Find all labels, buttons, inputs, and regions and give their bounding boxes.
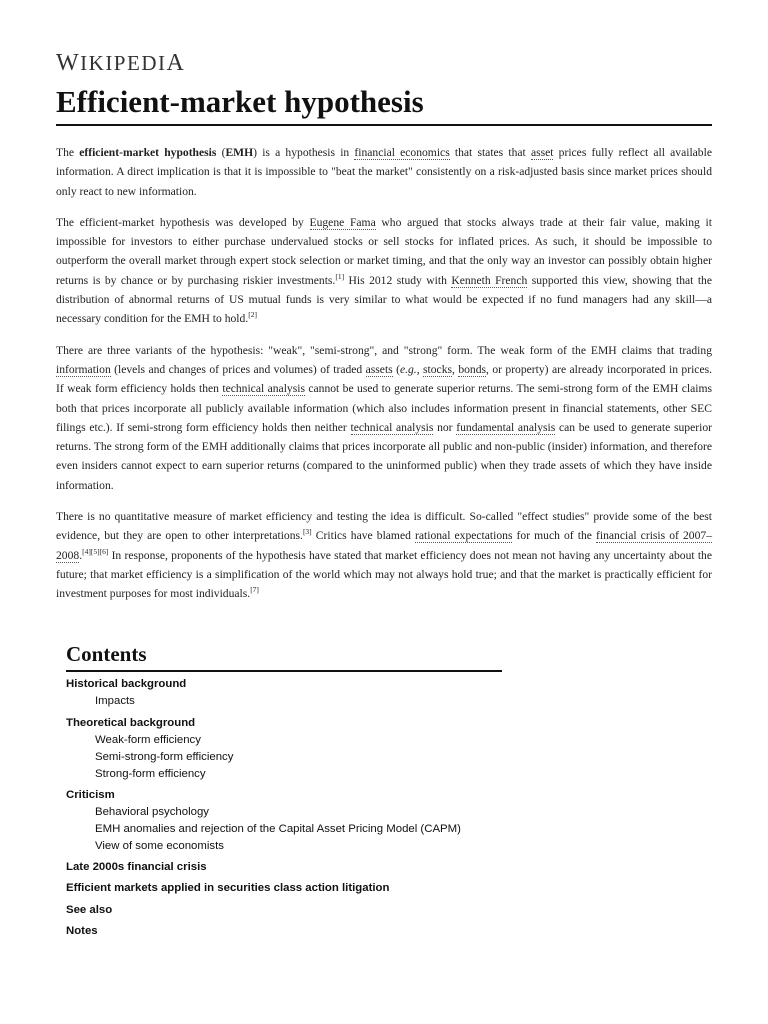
paragraph-4: There is no quantitative measure of market efficiency and testing the idea is difficult. So-called "effect studies" provide some of the best evidence, but they are open to other interpretations.[3] Critics have blamed rational expectations for much of the financial crisis of 2007–2008.[4][5][6] In response, proponents of the hypothesis have stated that market efficiency does not mean not having any uncertainty about the future; that market efficiency is a simplification of the world which may not always hold true; and that the market is practically efficient for investment purposes for most individuals.[7] [56, 510, 712, 601]
citation-1[interactable]: [1] [335, 271, 345, 281]
toc-item-historical-background[interactable]: Historical background [66, 678, 187, 691]
link-assets[interactable]: assets [365, 362, 393, 376]
citation-2[interactable]: [2] [248, 310, 257, 320]
link-stocks[interactable]: stocks [423, 362, 453, 376]
toc-subitem-semi-strong-form[interactable]: Semi-strong-form efficiency [95, 750, 234, 763]
toc-subitem-weak-form[interactable]: Weak-form efficiency [95, 733, 201, 746]
paragraph-3: There are three variants of the hypothesis: "weak", "semi-strong", and "strong" form. The weak form of the EMH claims that trading information (levels and changes of prices and volumes) of traded assets (e.g., stocks, bonds, or property) are already incorporated in prices. If weak form efficiency holds then technical analysis cannot be used to generate superior returns. The semi-strong form of the EMH claims both that prices incorporate all publicly available information (which also includes information present in financial statements, other SEC filings etc.). If semi-strong form efficiency holds then neither technical analysis nor fundamental analysis can be used to generate superior returns. The strong form of the EMH additionally claims that prices incorporate all public and non-public (insider) information, and therefore even insiders cannot expect to earn superior returns (compared to the uninformed public) when they trade assets of which they have inside information. [56, 343, 713, 492]
wikipedia-logo[interactable]: WIKIPEDIA [56, 50, 186, 76]
toc-item-late-2000s-crisis[interactable]: Late 2000s financial crisis [66, 861, 207, 874]
citation-3[interactable]: [3] [302, 527, 312, 537]
link-fundamental-analysis[interactable]: fundamental analysis [456, 420, 556, 434]
toc-item-criticism[interactable]: Criticism [66, 788, 115, 801]
link-information[interactable]: information [56, 362, 111, 376]
link-technical-analysis[interactable]: technical analysis [222, 382, 305, 396]
page-title: Efficient-market hypothesis [56, 84, 712, 126]
toc-item-notes[interactable]: Notes [66, 925, 98, 938]
toc-subitem-impacts[interactable]: Impacts [95, 695, 135, 708]
link-asset[interactable]: asset [530, 146, 554, 159]
toc-subitem-view-of-economists[interactable]: View of some economists [95, 839, 224, 852]
article-body [56, 143, 712, 616]
contents-heading: Contents [66, 642, 502, 672]
toc-subitem-behavioral-psychology[interactable]: Behavioral psychology [95, 805, 209, 818]
citation-4-5-6[interactable]: [4][5][6] [82, 546, 109, 556]
link-kenneth-french[interactable]: Kenneth French [451, 273, 528, 287]
link-eugene-fama[interactable]: Eugene Fama [309, 215, 376, 229]
link-financial-economics[interactable]: financial economics [354, 146, 450, 159]
contents-list [66, 672, 502, 940]
toc-item-class-action-litigation[interactable]: Efficient markets applied in securities class action litigation [66, 882, 390, 895]
term-bold: efficient-market hypothesis [79, 146, 217, 159]
link-technical-analysis-2[interactable]: technical analysis [350, 420, 434, 434]
logo-text: IKIPEDI [80, 51, 167, 75]
paragraph-1: The efficient-market hypothesis (EMH) is a hypothesis in financial economics that states that asset prices fully reflect all available information. A direct implication is that it is impossible to "beat the market" consistently on a risk-adjusted basis since market prices should only react to new information. [56, 146, 712, 198]
paragraph-2: The efficient-market hypothesis was developed by Eugene Fama who argued that stocks always trade at their fair value, making it impossible for investors to either purchase undervalued stocks or sell stocks for inflated prices. As such, it should be impossible to outperform the overall market through expert stock selection or market timing, and that the only way an investor can possibly obtain higher returns is by chance or by purchasing riskier investments.[1] His 2012 study with Kenneth French supported this view, showing that the distribution of abnormal returns of US mutual funds is very similar to what would be expected if no fund managers had any skill—a necessary condition for the EMH to hold.[2] [56, 215, 712, 326]
toc-subitem-emh-anomalies[interactable]: EMH anomalies and rejection of the Capital Asset Pricing Model (CAPM) [95, 822, 461, 835]
toc-subitem-strong-form[interactable]: Strong-form efficiency [95, 767, 206, 780]
toc-item-see-also[interactable]: See also [66, 903, 113, 916]
link-rational-expectations[interactable]: rational expectations [415, 529, 513, 543]
citation-7[interactable]: [7] [250, 585, 259, 595]
table-of-contents [66, 642, 502, 940]
toc-item-theoretical-background[interactable]: Theoretical background [66, 716, 196, 729]
link-financial-crisis[interactable]: financial crisis of 2007–2008 [56, 529, 712, 562]
link-bonds[interactable]: bonds [458, 362, 487, 376]
abbr-bold: EMH [225, 146, 254, 159]
